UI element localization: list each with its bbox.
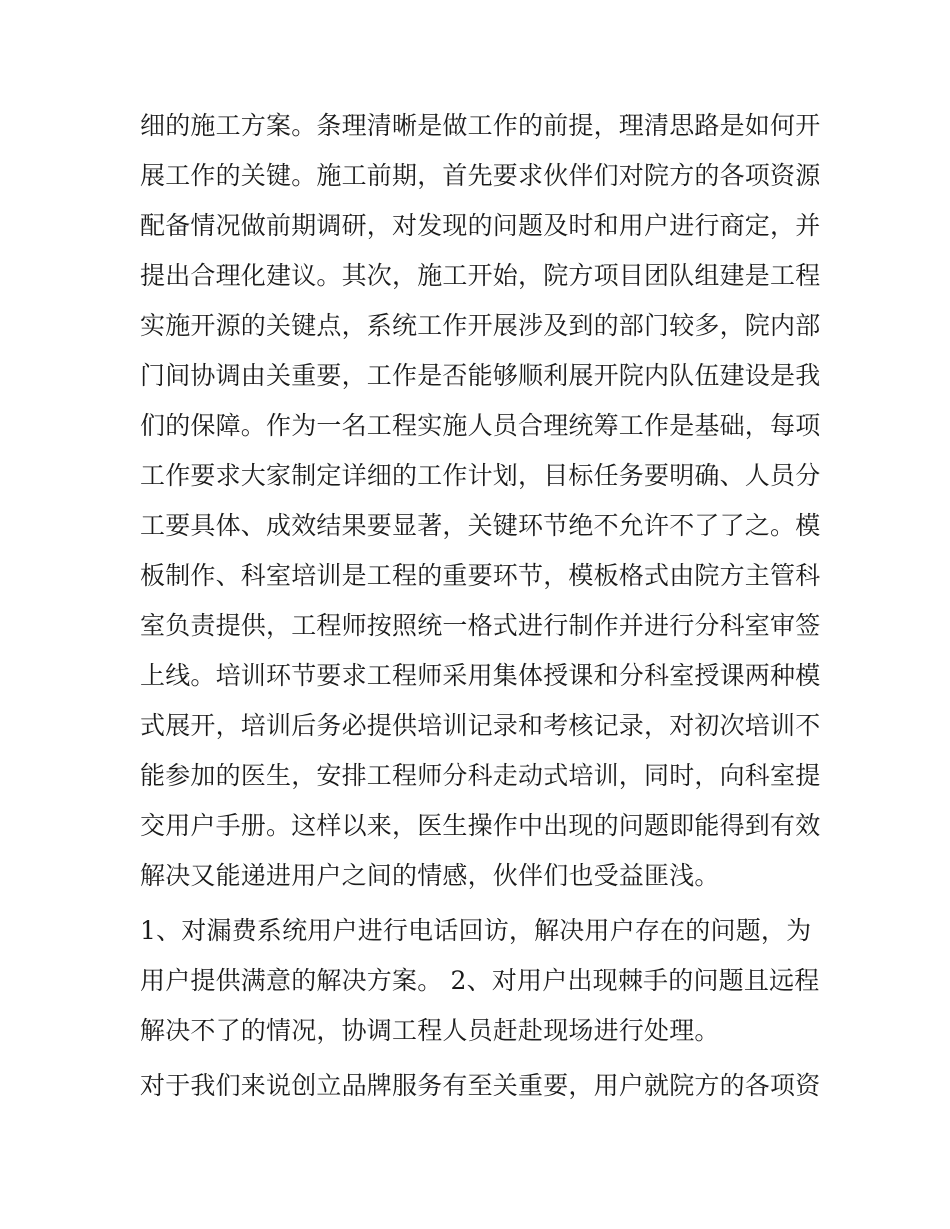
text-line: 提出合理化建议。其次，施工开始，院方项目团队组建是工程 (140, 261, 821, 290)
text-line: 门间协调由关重要，工作是否能够顺利展开院内队伍建设是我 (140, 361, 821, 390)
text-line: 室负责提供，工程师按照统一格式进行制作并进行分科室审签 (140, 611, 821, 640)
text-line: 展工作的关键。施工前期，首先要求伙伴们对院方的各项资源 (140, 161, 821, 190)
text-line: 1、对漏费系统用户进行电话回访，解决用户存在的问题，为 (140, 916, 812, 945)
text-line: 工作要求大家制定详细的工作计划，目标任务要明确、人员分 (140, 461, 821, 490)
text-line: 板制作、科室培训是工程的重要环节，模板格式由院方主管科 (140, 561, 821, 590)
text-line: 解决不了的情况，协调工程人员赶赴现场进行处理。 (140, 1016, 720, 1045)
text-line: 用户提供满意的解决方案。 2、对用户出现棘手的问题且远程 (140, 966, 820, 995)
text-line: 交用户手册。这样以来，医生操作中出现的问题即能得到有效 (140, 811, 821, 840)
text-line: 配备情况做前期调研，对发现的问题及时和用户进行商定，并 (140, 211, 821, 240)
text-line: 对于我们来说创立品牌服务有至关重要，用户就院方的各项资 (140, 1071, 821, 1100)
text-line: 工要具体、成效结果要显著，关键环节绝不允许不了了之。模 (140, 511, 821, 540)
text-line: 式展开，培训后务必提供培训记录和考核记录，对初次培训不 (140, 711, 821, 740)
text-line: 能参加的医生，安排工程师分科走动式培训，同时，向科室提 (140, 761, 821, 790)
text-line: 解决又能递进用户之间的情感，伙伴们也受益匪浅。 (140, 861, 720, 890)
text-line: 们的保障。作为一名工程实施人员合理统筹工作是基础，每项 (140, 411, 821, 440)
text-line: 上线。培训环节要求工程师采用集体授课和分科室授课两种模 (140, 661, 821, 690)
text-line: 实施开源的关键点，系统工作开展涉及到的部门较多，院内部 (140, 311, 821, 340)
text-line: 细的施工方案。条理清晰是做工作的前提，理清思路是如何开 (140, 111, 821, 140)
